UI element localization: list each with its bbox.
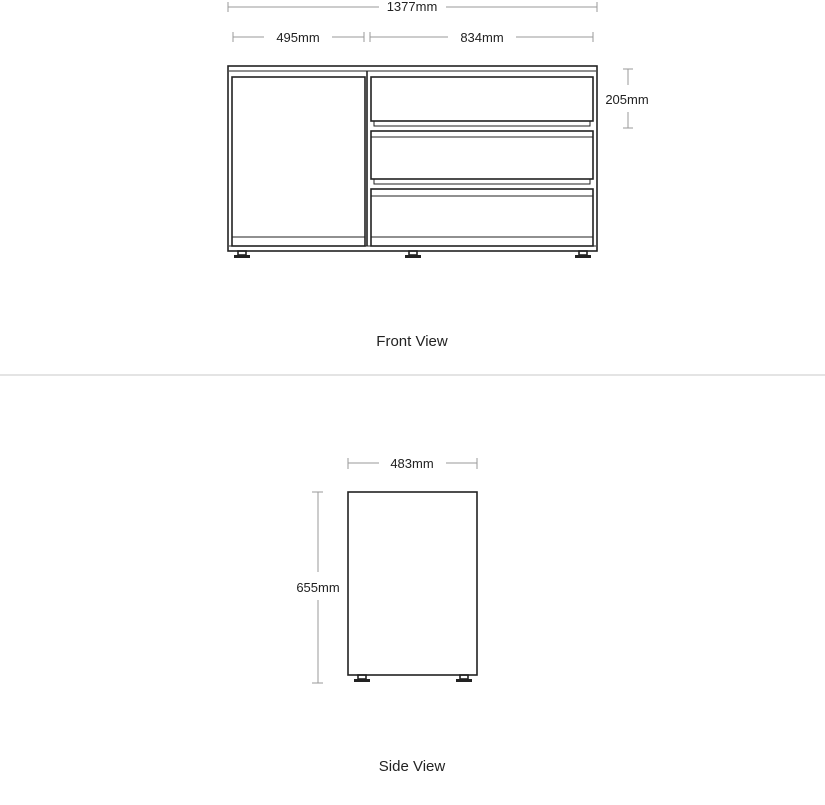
left-width-label: 495mm [276,30,320,45]
height-label: 655mm [296,580,340,595]
drawer-3 [371,189,593,246]
front-feet [234,251,591,258]
side-view [296,456,477,775]
right-width-label: 834mm [460,30,504,45]
total-width-label: 1377mm [386,0,438,14]
dimension-left-width [233,30,364,45]
dimension-depth [348,456,477,471]
front-view-label: Front View [376,333,448,350]
drawer-1 [371,77,593,126]
front-cabinet [228,66,597,258]
side-view-label: Side View [378,758,446,775]
drawer-height-label: 205mm [605,92,649,107]
depth-label: 483mm [390,456,434,471]
dimension-total-width [228,0,597,14]
side-cabinet [348,492,477,682]
dimension-right-width [370,30,593,45]
front-view [228,0,649,350]
dimension-drawer-height [605,69,648,128]
dimension-height [296,492,339,683]
left-door [232,77,365,246]
drawer-2 [371,131,593,184]
